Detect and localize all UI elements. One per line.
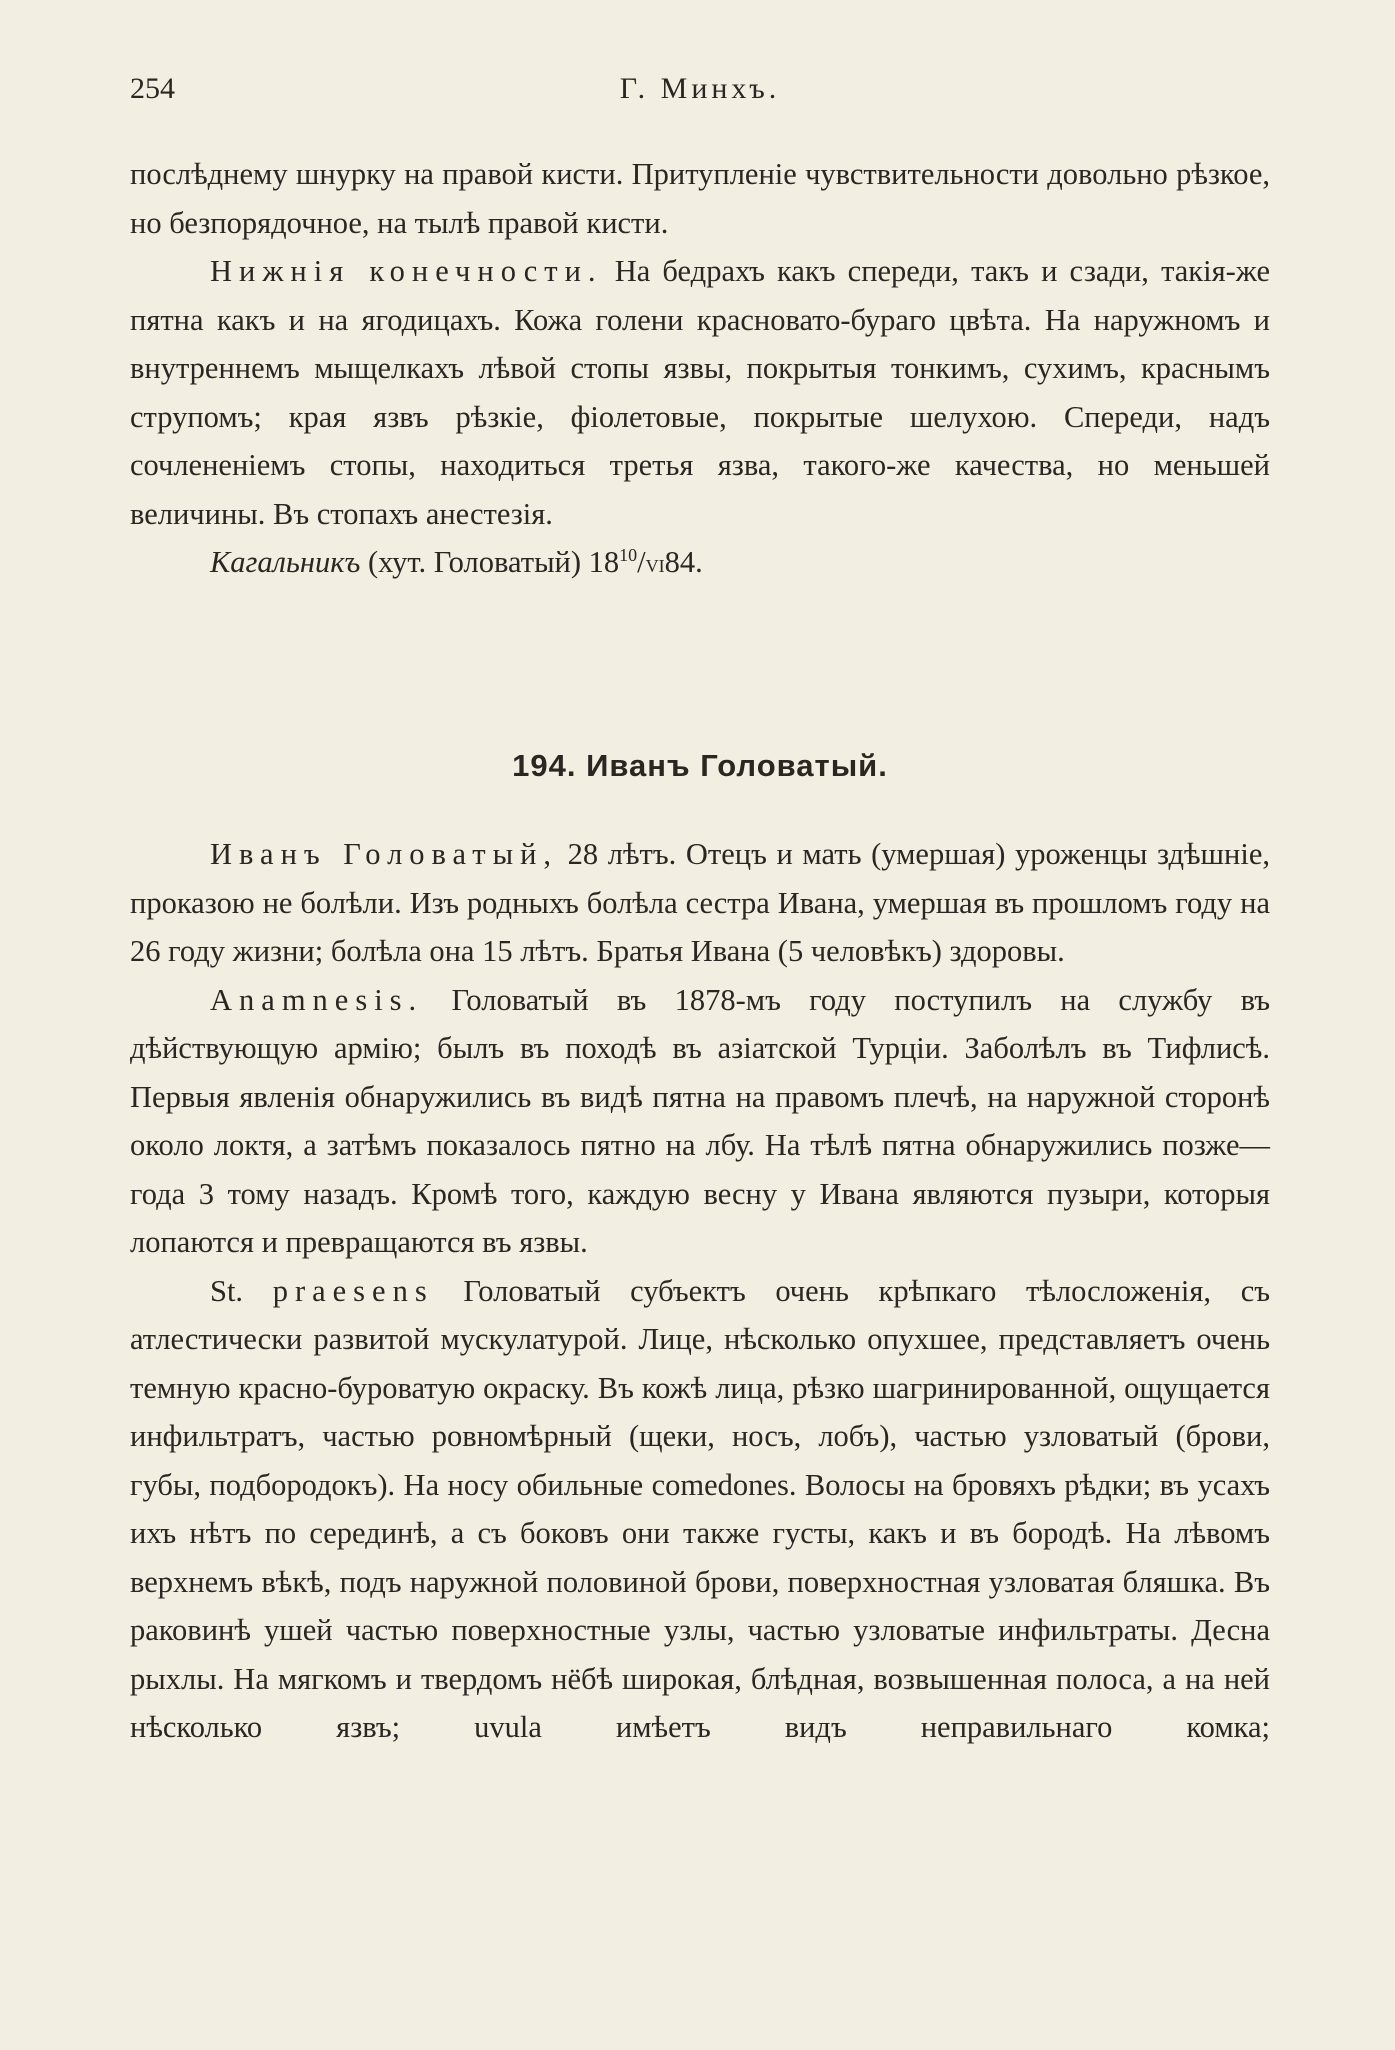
- subheading-status-a: St.: [210, 1273, 244, 1308]
- text-block-case-194: [130, 830, 1270, 1752]
- place-name: Кагальникъ: [210, 545, 361, 579]
- paragraph-family: [130, 830, 1270, 976]
- paragraph-body: На бедрахъ какъ спереди, такъ и сзади, такія-же пятна какъ и на ягодицахъ. Кожа голени красновато-бураго цвѣта. На наружномъ и внутреннемъ мыщелкахъ лѣвой стопы язвы, покрытыя тонкимъ, сухимъ, краснымъ струпомъ; края язвъ рѣзкіе, фіолетовые, покрытые шелухою. Спереди, надъ сочлененіемъ стопы, находиться третья язва, такого-же качества, но меньшей величины. Въ стопахъ анестезія.: [130, 254, 1270, 531]
- date-year: 84.: [664, 545, 703, 579]
- subheading-status-b: praesens: [272, 1273, 434, 1308]
- running-head: Г. Минхъ.: [619, 72, 781, 105]
- subheading-anamnesis: Anamnesis.: [210, 982, 424, 1017]
- paragraph: послѣднему шнурку на правой кисти. Притупленіе чувствительности довольно рѣзкое, но безпорядочное, на тылѣ правой кисти.: [130, 157, 1270, 240]
- paragraph-body: Головатый субъектъ очень крѣпкаго тѣлосложенія, съ атлестически развитой мускулатурой. Лице, нѣсколько опухшее, представляетъ очень темную красно-буроватую окраску. Въ кожѣ лица, рѣзко шагринированной, ощущается инфильтратъ, частью ровномѣрный (щеки, носъ, лобъ), частью узловатый (брови, губы, подбородокъ). На носу обильные comedones. Волосы на бровяхъ рѣдки; въ усахъ ихъ нѣтъ по серединѣ, а съ боковъ они также густы, какъ и въ бородѣ. На лѣвомъ верхнемъ вѣкѣ, подъ наружной половиной брови, поверхностная узловатая бляшка. Въ раковинѣ ушей частью поверхностные узлы, частью узловатые инфильтраты. Десна рыхлы. На мягкомъ и твердомъ нёбѣ широкая, блѣдная, возвышенная полоса, а на ней нѣсколько язвъ; uvula имѣетъ видъ неправильнаго комка;: [130, 1273, 1270, 1744]
- paragraph-body: Головатый въ 1878-мъ году поступилъ на службу въ дѣйствующую армію; былъ въ походѣ въ азіатской Турціи. Заболѣлъ въ Тифлисѣ. Первыя явленія обнаружились въ видѣ пятна на правомъ плечѣ, на наружной сторонѣ около локтя, а затѣмъ показалось пятно на лбу. На тѣлѣ пятна обнаружились позже—года 3 тому назадъ. Кромѣ того, каждую весну у Ивана являются пузыри, которыя лопаются и превращаются въ язвы.: [130, 982, 1270, 1259]
- section-title: 194. Иванъ Головатый.: [512, 748, 888, 783]
- date-slash: /: [637, 545, 646, 579]
- paragraph-anamnesis: [130, 976, 1270, 1267]
- page-number: 254: [130, 72, 175, 105]
- paragraph-body: 28 лѣтъ. Отецъ и мать (умершая) уроженцы здѣшніе, проказою не болѣли. Изъ родныхъ болѣла сестра Ивана, умершая въ прошломъ году на 26 году жизни; болѣла она 15 лѣтъ. Братья Ивана (5 человѣкъ) здоровы.: [130, 837, 1270, 968]
- date-month: VI: [645, 556, 665, 576]
- text-block-continuation: [130, 150, 1270, 587]
- patient-name: Иванъ Головатый,: [210, 837, 559, 871]
- place-detail: (хут. Головатый) 18: [360, 545, 620, 579]
- paragraph-status-praesens: [130, 1267, 1270, 1752]
- subheading-lower-limbs: Нижнія конечности.: [210, 254, 603, 288]
- page-header: [130, 72, 1270, 112]
- paragraph-lower-limbs: [130, 247, 1270, 538]
- place-date-line: [130, 538, 1270, 587]
- date-day: 10: [619, 544, 638, 565]
